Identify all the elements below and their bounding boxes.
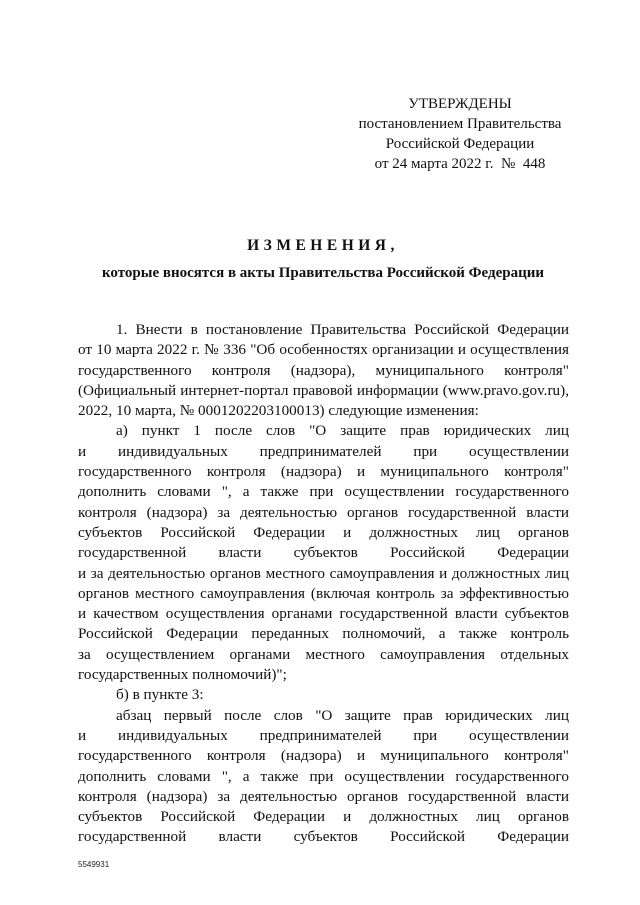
text-line: абзац первый после слов "О защите прав юридических лиц — [116, 706, 569, 724]
text-line: государственного контроля (надзора) и муниципального контроля" — [78, 463, 569, 481]
text-line: а) пункт 1 после слов "О защите прав юридических лиц — [116, 422, 569, 440]
document-code: 5549931 — [78, 860, 110, 869]
approval-number-sign: № — [501, 156, 516, 172]
text-line: и индивидуальных предпринимателей при осуществлении — [78, 442, 569, 460]
text-line: контроля (надзора) за деятельностью органов государственной власти — [78, 503, 569, 521]
text-line: и качеством осуществления органами государственной власти субъектов — [78, 605, 569, 623]
text-line: субъектов Российской Федерации и должностных лиц органов — [78, 523, 569, 541]
approval-stamp — [340, 94, 580, 174]
text-line: б) в пункте 3: — [116, 686, 204, 704]
document-title: ИЗМЕНЕНИЯ, — [247, 237, 399, 254]
text-line: 1. Внести в постановление Правительства Российской Федерации — [116, 321, 569, 338]
text-line: дополнить словами ", а также при осуществлении государственного — [78, 767, 569, 785]
text-line: субъектов Российской Федерации и должностных лиц органов — [78, 808, 569, 826]
text-line: государственной власти субъектов Российской Федерации — [78, 828, 569, 846]
text-line: и индивидуальных предпринимателей при осуществлении — [78, 726, 569, 744]
text-line: государственного контроля (надзора) и муниципального контроля" — [78, 747, 569, 765]
approval-title: УТВЕРЖДЕНЫ — [408, 96, 512, 112]
text-line: Российской Федерации переданных полномочий, а также контроль — [78, 625, 569, 643]
text-line: и за деятельностью органов местного самоуправления и должностных лиц — [78, 564, 569, 582]
approval-date: от 24 марта 2022 г. — [374, 156, 494, 172]
text-line: государственных полномочий)"; — [78, 666, 287, 684]
approval-issuer: постановлением Правительства — [358, 116, 562, 132]
approval-date-number — [340, 154, 580, 174]
text-line: органов местного самоуправления (включая контроль за эффективностью — [78, 584, 569, 602]
approval-issuer-country: Российской Федерации — [385, 136, 535, 152]
document-body — [78, 320, 569, 848]
document-subtitle: которые вносятся в акты Правительства Российской Федерации — [101, 265, 545, 281]
text-line: от 10 марта 2022 г. № 336 "Об особенностях организации и осуществления — [78, 341, 569, 359]
text-line: государственной власти субъектов Российской Федерации — [78, 544, 569, 562]
text-line: государственного контроля (надзора), муниципального контроля" — [78, 361, 569, 379]
approval-number: 448 — [522, 156, 546, 172]
text-line: (Официальный интернет-портал правовой информации (www.pravo.gov.ru), — [78, 381, 569, 399]
text-line: контроля (надзора) за деятельностью органов государственной власти — [78, 787, 569, 805]
text-line: 2022, 10 марта, № 0001202203100013) следующие изменения: — [78, 402, 479, 420]
text-line: дополнить словами ", а также при осуществлении государственного — [78, 483, 569, 501]
text-line: за осуществлением органами местного самоуправления отдельных — [78, 645, 569, 663]
